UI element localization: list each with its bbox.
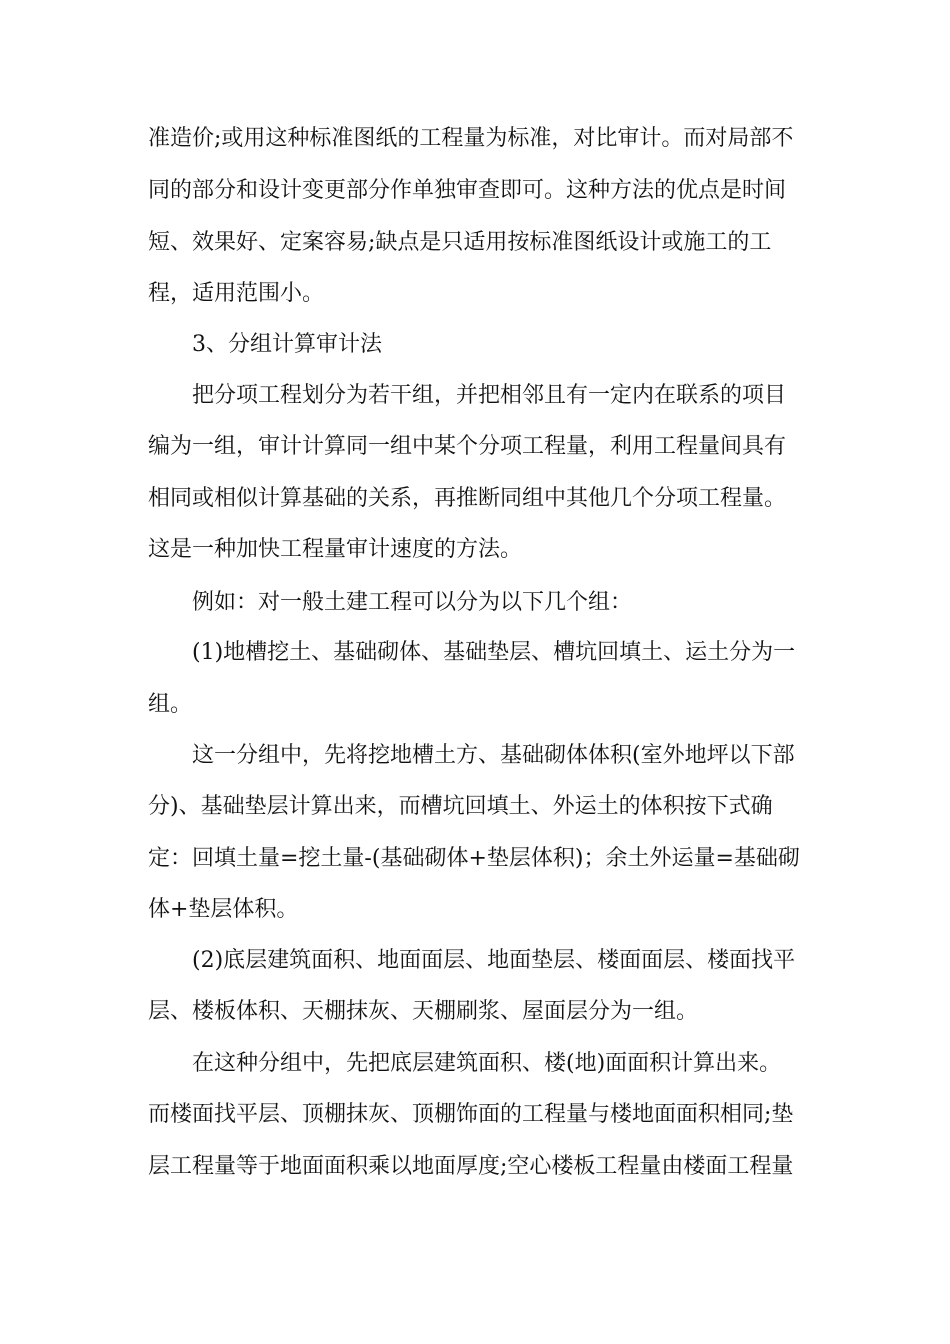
text-line: 定：回填土量=挖土量-(基础砌体+垫层体积)；余土外运量=基础砌 bbox=[148, 846, 800, 871]
text-line: (2)底层建筑面积、地面面层、地面垫层、楼面面层、楼面找平 bbox=[192, 948, 796, 973]
text-line: 例如：对一般土建工程可以分为以下几个组： bbox=[192, 590, 633, 615]
text-line: (1)地槽挖土、基础砌体、基础垫层、槽坑回填土、运土分为一 bbox=[192, 640, 796, 665]
text-line: 层工程量等于地面面积乘以地面厚度;空心楼板工程量由楼面工程量 bbox=[148, 1154, 794, 1179]
text-line: 组。 bbox=[148, 692, 193, 717]
text-line: 而楼面找平层、顶棚抹灰、顶棚饰面的工程量与楼地面面积相同;垫 bbox=[148, 1102, 794, 1127]
text-line: 短、效果好、定案容易;缺点是只适用按标准图纸设计或施工的工 bbox=[148, 230, 772, 255]
text-line: 在这种分组中，先把底层建筑面积、楼(地)面面积计算出来。 bbox=[192, 1051, 782, 1076]
text-line: 程，适用范围小。 bbox=[148, 281, 325, 306]
section-heading: 3、分组计算审计法 bbox=[192, 332, 382, 357]
text-line: 编为一组，审计计算同一组中某个分项工程量，利用工程量间具有 bbox=[148, 434, 787, 459]
text-line: 体+垫层体积。 bbox=[148, 897, 299, 922]
text-line: 相同或相似计算基础的关系，再推断同组中其他几个分项工程量。 bbox=[148, 486, 787, 511]
text-line: 同的部分和设计变更部分作单独审查即可。这种方法的优点是时间 bbox=[148, 178, 787, 203]
text-line: 把分项工程划分为若干组，并把相邻且有一定内在联系的项目 bbox=[192, 383, 787, 408]
text-line: 层、楼板体积、天棚抹灰、天棚刷浆、屋面层分为一组。 bbox=[148, 999, 699, 1024]
text-line: 这是一种加快工程量审计速度的方法。 bbox=[148, 537, 523, 562]
text-line: 准造价;或用这种标准图纸的工程量为标准，对比审计。而对局部不 bbox=[148, 126, 794, 151]
text-line: 分)、基础垫层计算出来，而槽坑回填土、外运土的体积按下式确 bbox=[148, 794, 773, 819]
text-line: 这一分组中，先将挖地槽土方、基础砌体体积(室外地坪以下部 bbox=[192, 743, 795, 768]
